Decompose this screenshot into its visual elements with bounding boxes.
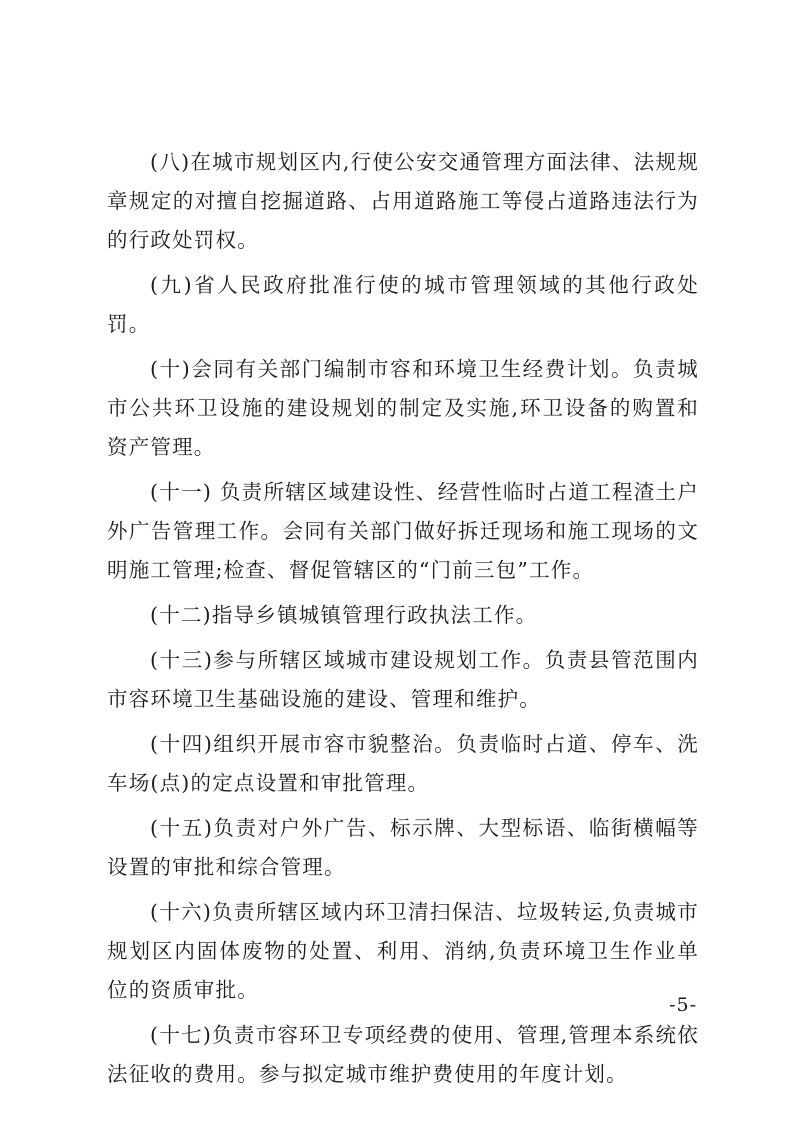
paragraph-17: (十七)负责市容环卫专项经费的使用、管理,管理本系统依法征收的费用。参与拟定城市维护费使用的年度计划。 <box>107 1023 699 1086</box>
paragraph-8: (八)在城市规划区内,行使公安交通管理方面法律、法规规章规定的对擅自挖掘道路、占用道路施工等侵占道路违法行为的行政处罚权。 <box>107 150 699 252</box>
paragraph-9: (九)省人民政府批准行使的城市管理领域的其他行政处罚。 <box>107 273 699 336</box>
paragraph-14: (十四)组织开展市容市貌整治。负责临时占道、停车、洗车场(点)的定点设置和审批管理。 <box>107 732 699 795</box>
paragraph-11: (十一) 负责所辖区域建设性、经营性临时占道工程渣土户外广告管理工作。会同有关部门做好拆迁现场和施工现场的文明施工管理;检查、督促管辖区的“门前三包”工作。 <box>107 480 699 582</box>
paragraph-15: (十五)负责对户外广告、标示牌、大型标语、临街横幅等设置的审批和综合管理。 <box>107 816 699 879</box>
paragraph-13: (十三)参与所辖区域城市建设规划工作。负责县管范围内市容环境卫生基础设施的建设、管理和维护。 <box>107 648 699 711</box>
paragraph-12: (十二)指导乡镇城镇管理行政执法工作。 <box>150 603 538 627</box>
paragraph-10: (十)会同有关部门编制市容和环境卫生经费计划。负责城市公共环卫设施的建设规划的制定及实施,环卫设备的购置和资产管理。 <box>107 357 699 459</box>
paragraph-16: (十六)负责所辖区域内环卫清扫保洁、垃圾转运,负责城市规划区内固体废物的处置、利用、消纳,负责环境卫生作业单位的资质审批。 <box>107 900 699 1002</box>
document-body <box>107 143 699 1100</box>
page-number: -5- <box>669 994 697 1016</box>
